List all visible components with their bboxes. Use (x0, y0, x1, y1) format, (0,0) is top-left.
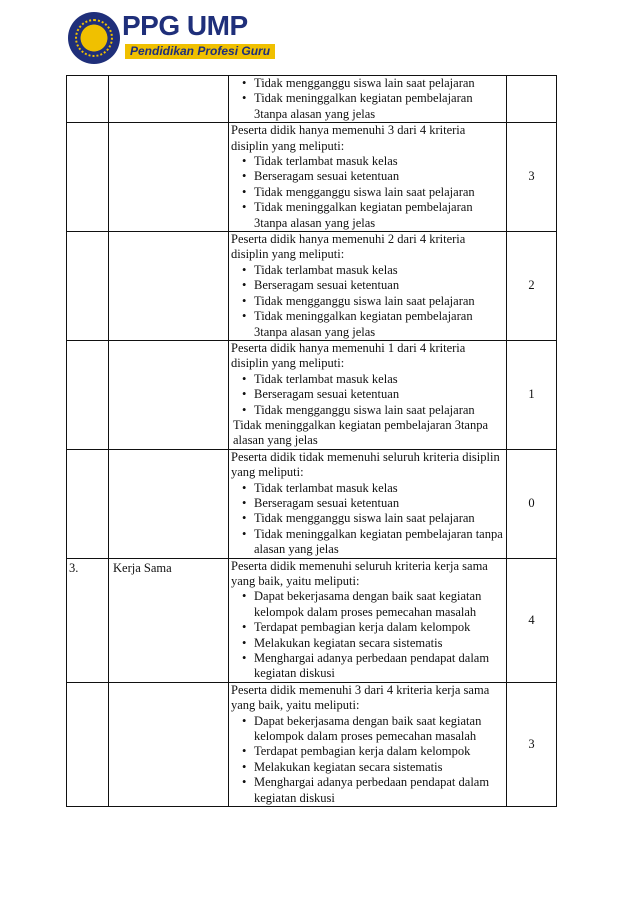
row-number: 3. (67, 558, 109, 682)
rubric-body (67, 76, 557, 807)
criteria-item: • Berseragam sesuai ketentuan (254, 496, 504, 511)
criteria-item: • Melakukan kegiatan secara sistematis (254, 760, 504, 775)
aspect-cell (109, 340, 229, 449)
criteria-item: • Tidak mengganggu siswa lain saat pelajaran (254, 185, 504, 200)
header (66, 10, 306, 68)
criteria-item: • Tidak terlambat masuk kelas (254, 481, 504, 496)
aspect-cell: Kerja Sama (109, 558, 229, 682)
score-cell: 3 (507, 682, 557, 806)
criteria-list (231, 154, 504, 231)
table-row (67, 232, 557, 341)
criteria-item: • Tidak mengganggu siswa lain saat pelajaran (254, 76, 504, 91)
criteria-item: • Melakukan kegiatan secara sistematis (254, 636, 504, 651)
criteria-item: • Berseragam sesuai ketentuan (254, 278, 504, 293)
criteria-item: • Dapat bekerjasama dengan baik saat kegiatan kelompok dalam proses pemecahan masalah (254, 714, 504, 745)
criteria-item: • Tidak meninggalkan kegiatan pembelajaran tanpa alasan yang jelas (254, 527, 504, 558)
criteria-cell (229, 340, 507, 449)
criteria-lead: Peserta didik memenuhi 3 dari 4 kriteria kerja sama yang baik, yaitu meliputi: (231, 682, 490, 713)
aspect-cell (109, 76, 229, 123)
criteria-cell (229, 232, 507, 341)
score-cell (507, 76, 557, 123)
criteria-item: • Tidak meninggalkan kegiatan pembelajaran 3tanpa alasan yang jelas (254, 200, 504, 231)
criteria-lead: Peserta didik hanya memenuhi 2 dari 4 kriteria disiplin yang meliputi: (231, 232, 466, 262)
brand (122, 12, 275, 60)
criteria-cell (229, 558, 507, 682)
criteria-list (231, 76, 504, 122)
score-cell: 1 (507, 340, 557, 449)
criteria-tail: Tidak meninggalkan kegiatan pembelajaran 3tanpa alasan yang jelas (233, 417, 489, 448)
aspect-cell (109, 123, 229, 232)
criteria-lead: Peserta didik hanya memenuhi 3 dari 4 kriteria disiplin yang meliputi: (231, 123, 466, 153)
criteria-list (231, 714, 504, 806)
criteria-cell (229, 76, 507, 123)
criteria-item: • Terdapat pembagian kerja dalam kelompok (254, 620, 504, 635)
criteria-item: • Menghargai adanya perbedaan pendapat dalam kegiatan diskusi (254, 651, 504, 682)
row-number (67, 232, 109, 341)
criteria-item: • Terdapat pembagian kerja dalam kelompok (254, 744, 504, 759)
criteria-item: • Tidak mengganggu siswa lain saat pelajaran (254, 403, 504, 418)
criteria-item: • Tidak mengganggu siswa lain saat pelajaran (254, 511, 504, 526)
criteria-cell (229, 449, 507, 558)
criteria-item: • Berseragam sesuai ketentuan (254, 387, 504, 402)
score-cell: 3 (507, 123, 557, 232)
score-cell: 4 (507, 558, 557, 682)
brand-subtitle: Pendidikan Profesi Guru (125, 44, 275, 59)
row-number (67, 449, 109, 558)
criteria-item: • Dapat bekerjasama dengan baik saat kegiatan kelompok dalam proses pemecahan masalah (254, 589, 504, 620)
criteria-cell (229, 682, 507, 806)
criteria-item: • Menghargai adanya perbedaan pendapat dalam kegiatan diskusi (254, 775, 504, 806)
row-number (67, 340, 109, 449)
criteria-item: • Tidak meninggalkan kegiatan pembelajaran 3tanpa alasan yang jelas (254, 309, 504, 340)
criteria-cell (229, 123, 507, 232)
table-row (67, 123, 557, 232)
table-row (67, 340, 557, 449)
university-logo-icon (68, 12, 120, 64)
criteria-list (231, 589, 504, 681)
criteria-lead: Peserta didik memenuhi seluruh kriteria kerja sama yang baik, yaitu meliputi: (231, 558, 488, 588)
criteria-item: • Tidak terlambat masuk kelas (254, 263, 504, 278)
aspect-cell (109, 682, 229, 806)
criteria-list (231, 372, 504, 418)
aspect-cell (109, 232, 229, 341)
row-number (67, 76, 109, 123)
rubric-table (66, 75, 557, 807)
table-row (67, 449, 557, 558)
aspect-cell (109, 449, 229, 558)
row-number (67, 682, 109, 806)
score-cell: 2 (507, 232, 557, 341)
score-cell: 0 (507, 449, 557, 558)
brand-title: PPG UMP (122, 10, 248, 41)
table-row (67, 558, 557, 682)
criteria-lead: Peserta didik hanya memenuhi 1 dari 4 kriteria disiplin yang meliputi: (231, 340, 466, 371)
row-number (67, 123, 109, 232)
table-row (67, 682, 557, 806)
criteria-item: • Berseragam sesuai ketentuan (254, 169, 504, 184)
criteria-lead: Peserta didik tidak memenuhi seluruh kriteria disiplin yang meliputi: (231, 449, 500, 480)
criteria-item: • Tidak meninggalkan kegiatan pembelajaran 3tanpa alasan yang jelas (254, 91, 504, 122)
criteria-item: • Tidak mengganggu siswa lain saat pelajaran (254, 294, 504, 309)
criteria-item: • Tidak terlambat masuk kelas (254, 372, 504, 387)
table-row (67, 76, 557, 123)
criteria-list (231, 481, 504, 558)
criteria-item: • Tidak terlambat masuk kelas (254, 154, 504, 169)
criteria-list (231, 263, 504, 340)
